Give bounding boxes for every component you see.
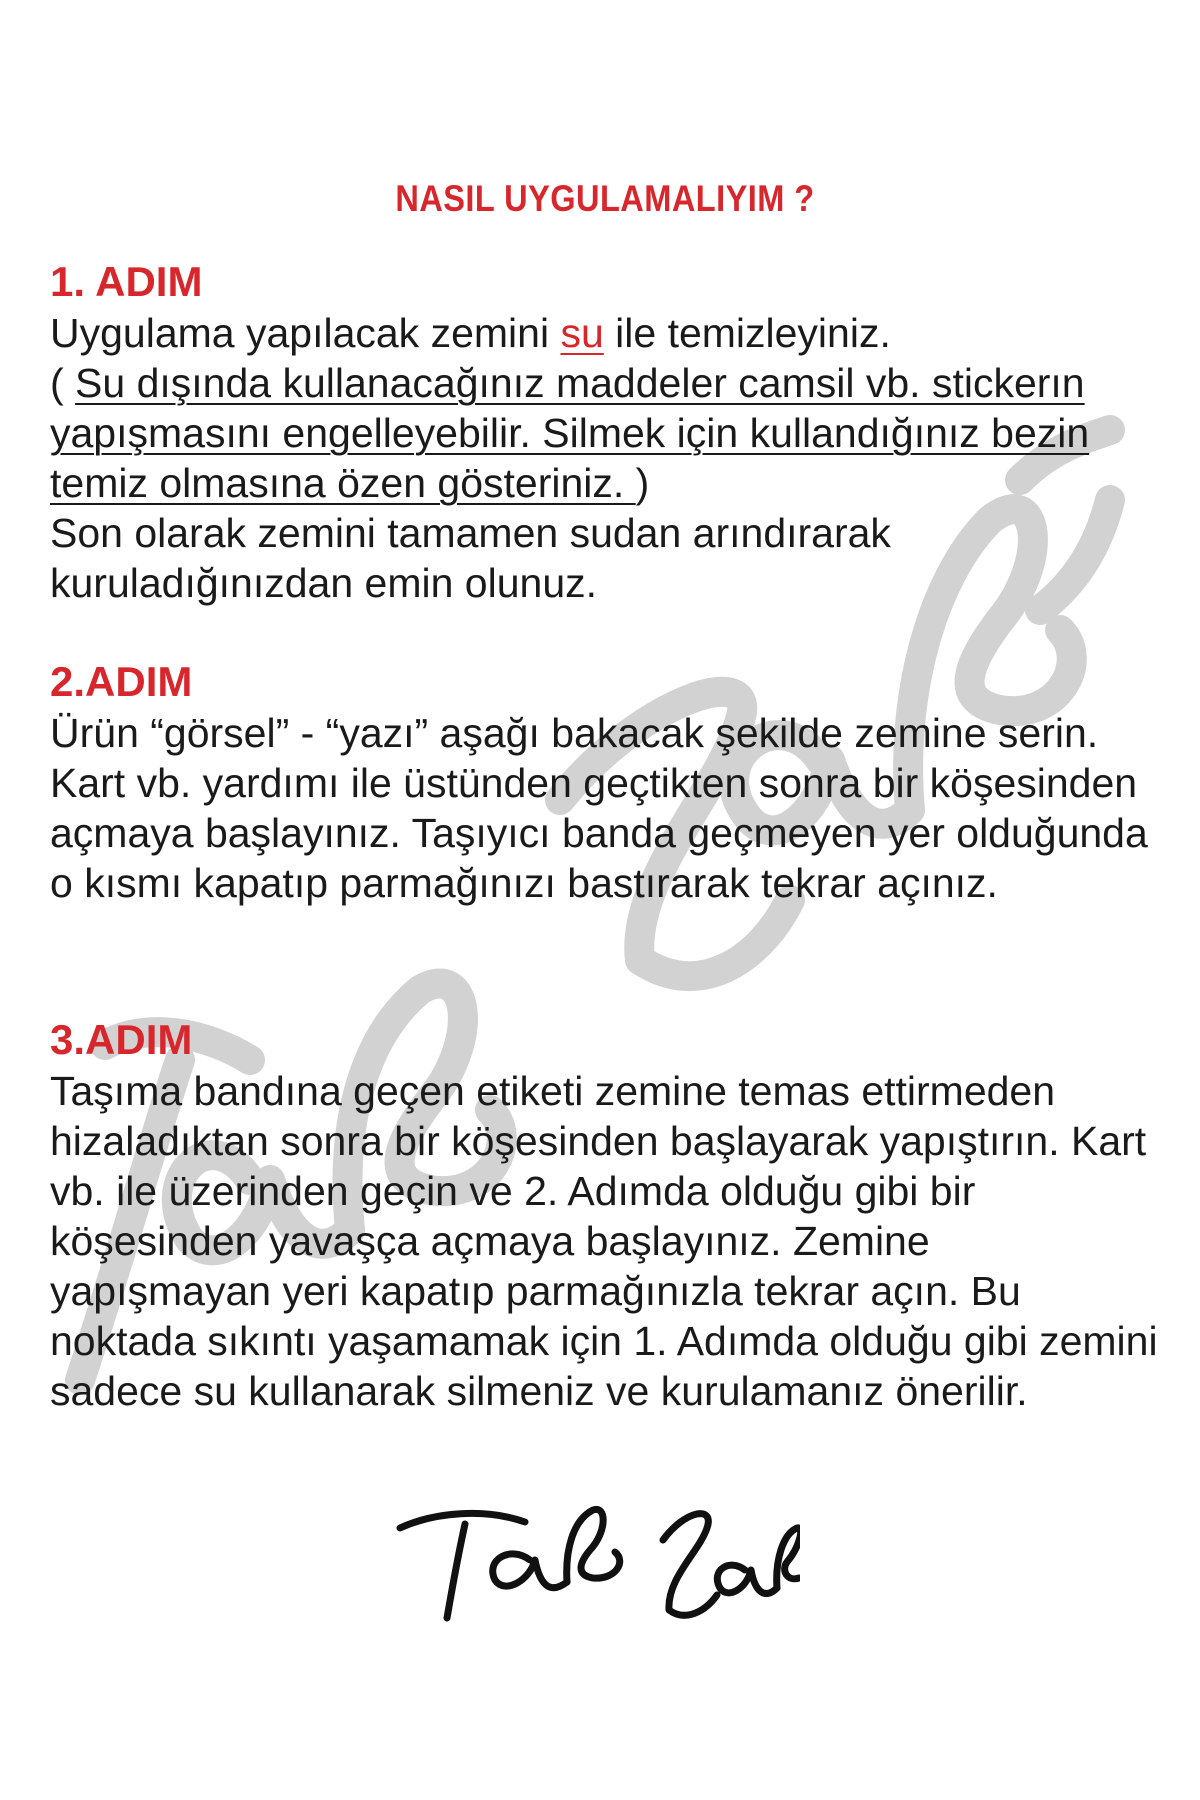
step-1-text-a: Uygulama yapılacak zemini (50, 310, 561, 356)
step-1 (50, 256, 1160, 608)
step-1-warning: Su dışında kullanacağınız maddeler camsil vb. stickerın yapışmasını engelleyebilir. Silmek için kullandığınız bezin temiz olmasına özen gösteriniz. (50, 360, 1090, 506)
step-2-text: Ürün “görsel” - “yazı” aşağı bakacak şekilde zemine serin. Kart vb. yardımı ile üstünden geçtikten sonra bir köşesinden açmaya başlayınız. Taşıyıcı banda geçmeyen yer olduğunda o kısmı kapatıp parmağınızı bastırarak tekrar açınız. (50, 710, 1148, 906)
step-1-heading: 1. ADIM (50, 258, 203, 305)
page-title: NASIL UYGULAMALIYIM ? (395, 178, 815, 219)
step-1-text-b: ile temizleyiniz. (603, 310, 891, 356)
step-3 (50, 1014, 1160, 1416)
signature-logo (395, 1500, 800, 1630)
step-1-paren-close: ) (635, 460, 650, 506)
step-3-heading: 3.ADIM (50, 1016, 193, 1063)
step-2-heading: 2.ADIM (50, 658, 193, 705)
step-3-text: Taşıma bandına geçen etiketi zemine temas ettirmeden hizaladıktan sonra bir köşesinden başlayarak yapıştırın. Kart vb. ile üzerinden geçin ve 2. Adımda olduğu gibi bir köşesinden yavaşça açmaya başlayınız. Zemine yapışmayan yeri kapatıp parmağınızla tekrar açın. Bu noktada sıkıntı yaşamamak için 1. Adımda olduğu gibi zemini sadece su kullanarak silmeniz ve kurulamanız önerilir. (50, 1068, 1158, 1414)
step-1-text (50, 308, 1160, 608)
step-2 (50, 656, 1160, 908)
step-1-water-word: su (560, 310, 604, 356)
step-1-paren-open: ( (50, 360, 76, 406)
step-1-text-c: Son olarak zemini tamamen sudan arındırarak kuruladığınızdan emin olunuz. (50, 510, 891, 606)
